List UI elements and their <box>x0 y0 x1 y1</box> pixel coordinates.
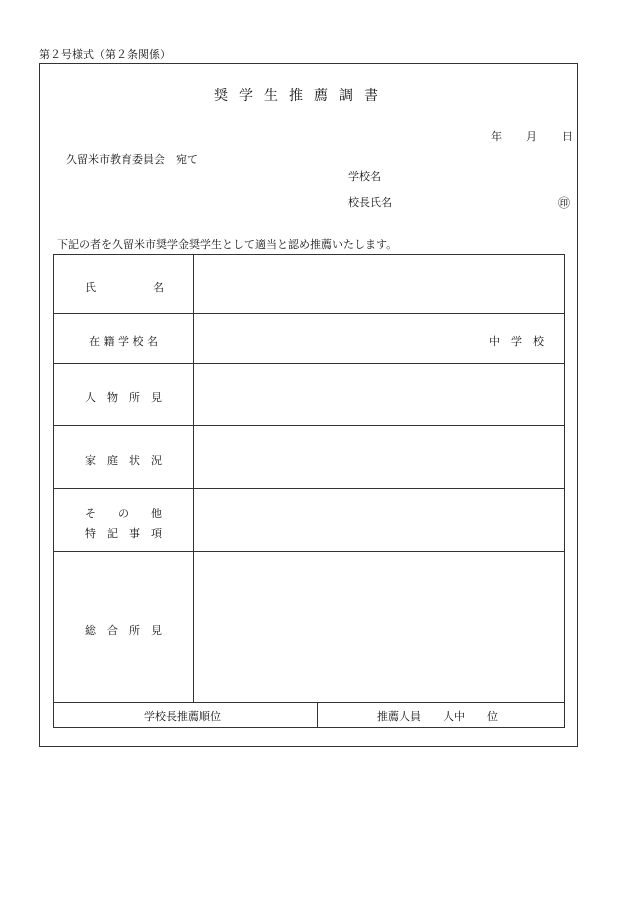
form-id: 第２号様式（第２条関係） <box>39 48 171 61</box>
addressee: 久留米市教育委員会 宛て <box>66 153 198 166</box>
principal-name-label: 校長氏名 <box>348 196 392 209</box>
date-day: 日 <box>562 130 573 143</box>
school-label: 在 籍 学 校 名 <box>89 335 158 348</box>
date-month: 月 <box>526 130 537 143</box>
recommend-count-label: 推薦人員 人中 位 <box>377 710 498 723</box>
intro-text: 下記の者を久留米市奨学金奨学生として適当と認め推薦いたします。 <box>57 238 398 251</box>
seal-icon: ㊞ <box>558 196 571 210</box>
school-suffix: 中 学 校 <box>489 335 544 348</box>
family-label: 家 庭 状 況 <box>85 454 162 467</box>
character-field[interactable] <box>194 364 564 424</box>
character-label: 人 物 所 見 <box>85 391 162 404</box>
overall-field[interactable] <box>194 552 564 701</box>
name-field[interactable] <box>194 256 564 312</box>
other-label-1: そ の 他 <box>85 507 162 520</box>
overall-label: 総 合 所 見 <box>85 624 162 637</box>
other-field[interactable] <box>194 489 564 550</box>
family-field[interactable] <box>194 426 564 487</box>
name-label-2: 名 <box>153 281 164 294</box>
name-label-1: 氏 <box>85 281 96 294</box>
school-name-label: 学校名 <box>348 170 381 183</box>
date-year: 年 <box>491 130 502 143</box>
rank-label: 学校長推薦順位 <box>144 710 221 723</box>
recommendation-table <box>53 254 565 728</box>
other-label-2: 特 記 事 項 <box>85 527 162 540</box>
page-title: 奨学生推薦調書 <box>214 88 389 104</box>
